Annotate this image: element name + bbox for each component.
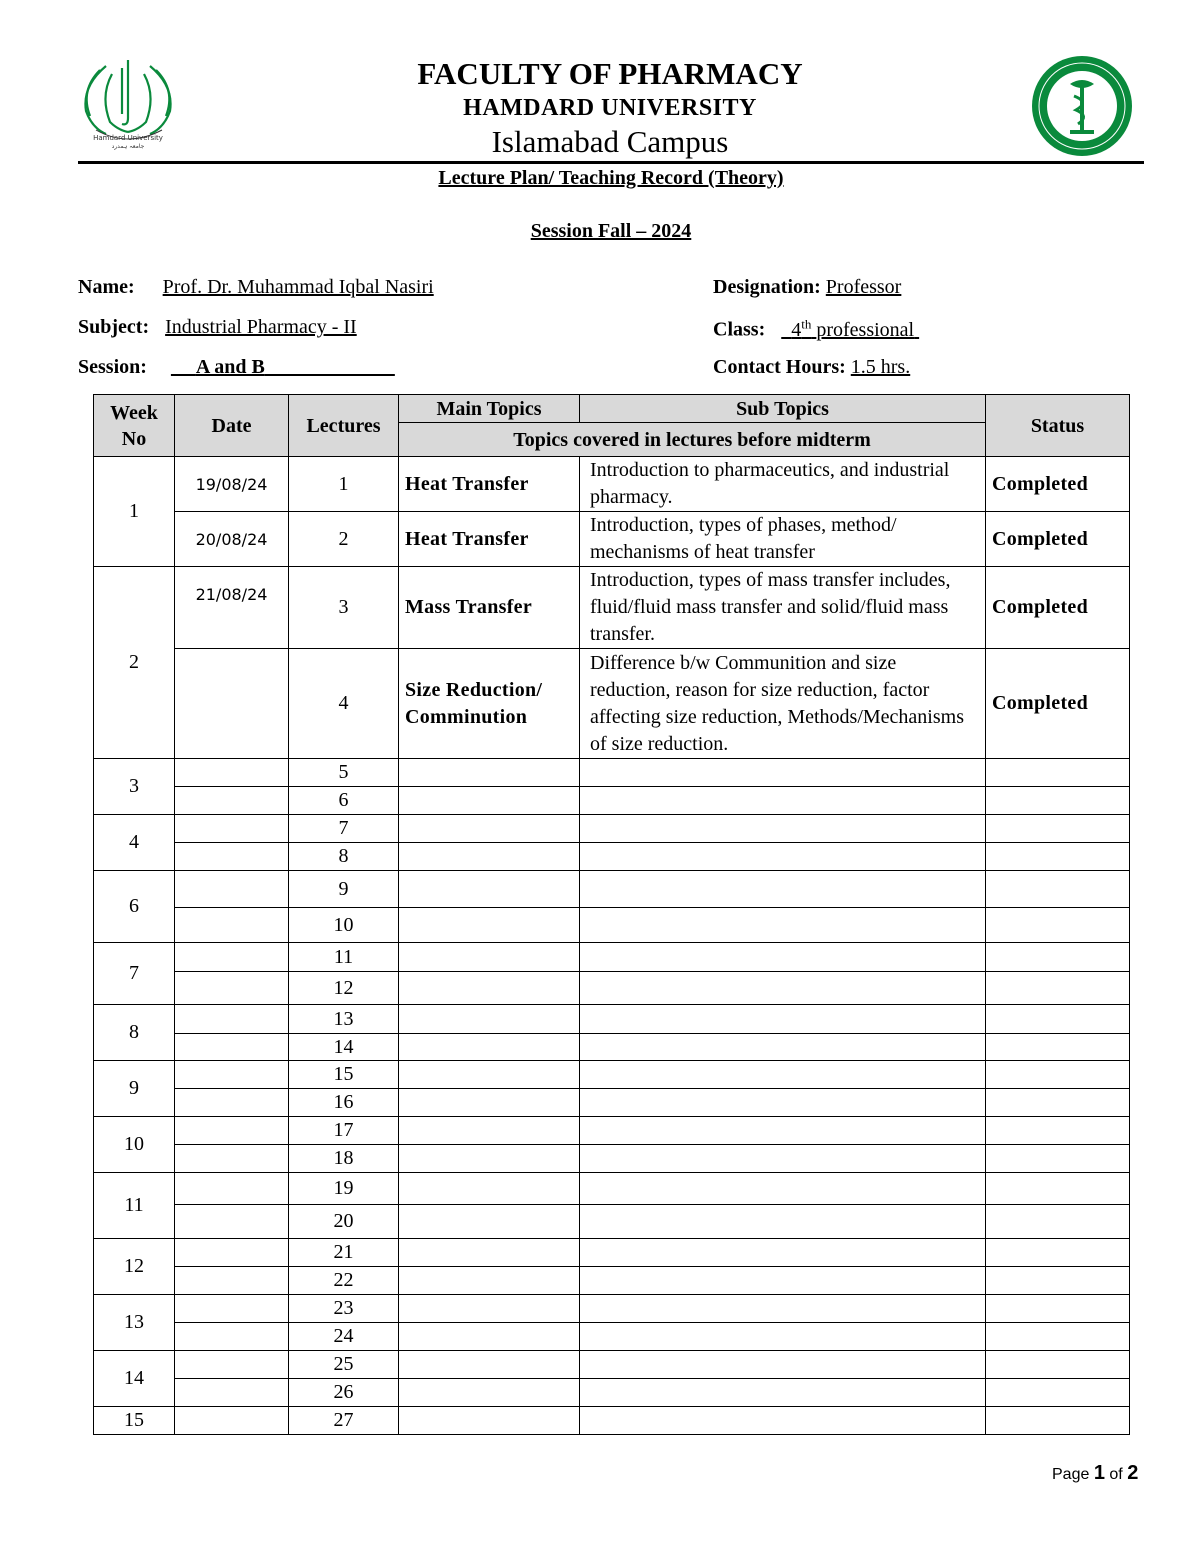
session-row: Session: A and B [78, 356, 395, 379]
page-number: Page 1 of 2 [1052, 1462, 1139, 1484]
header-date: Date [175, 395, 289, 457]
header-sub-topics: Sub Topics [580, 395, 986, 423]
table-row: 4 7 [94, 815, 1130, 843]
table-row: 14 [94, 1034, 1130, 1061]
table-row: 13 23 [94, 1295, 1130, 1323]
designation-row: Designation: Professor [713, 276, 902, 298]
table-row: 3 5 [94, 759, 1130, 787]
header-week: Week No [94, 395, 175, 457]
name-value: Prof. Dr. Muhammad Iqbal Nasiri [162, 276, 434, 298]
session-value: A and B [195, 356, 265, 378]
header-midterm-span: Topics covered in lectures before midterm [399, 423, 986, 457]
header-status: Status [986, 395, 1130, 457]
campus-title: Islamabad Campus [491, 124, 729, 159]
table-row: 8 13 [94, 1005, 1130, 1034]
subject-value: Industrial Pharmacy - II [165, 316, 357, 338]
table-row: 6 [94, 787, 1130, 815]
svg-text:Hamdard University: Hamdard University [93, 134, 163, 142]
table-row: 2 21/08/24 3 Mass Transfer Introduction, types of mass transfer includes, fluid/fluid mass transfer and solid/fluid mass transfer. Completed [94, 567, 1130, 649]
table-row: 14 25 [94, 1351, 1130, 1379]
svg-text:جامعہ ہمدرد: جامعہ ہمدرد [111, 143, 145, 150]
table-row: 1 19/08/24 1 Heat Transfer Introduction to pharmaceutics, and industrial pharmacy. Completed [94, 457, 1130, 512]
contact-value: 1.5 hrs. [850, 356, 911, 378]
table-row: 11 19 [94, 1173, 1130, 1205]
class-row: Class: 4th professional [713, 316, 919, 342]
table-row: 4 Size Reduction/ Comminution Difference b/w Communition and size reduction, reason for size reduction, factor affecting size reduction, Methods/Mechanisms of size reduction. Completed [94, 649, 1130, 759]
name-row: Name: Prof. Dr. Muhammad Iqbal Nasiri [78, 276, 434, 298]
subject-row: Subject: Industrial Pharmacy - II [78, 316, 357, 338]
table-row: 10 [94, 908, 1130, 943]
header-lectures: Lectures [289, 395, 399, 457]
faculty-title: FACULTY OF PHARMACY [417, 56, 803, 91]
table-row: 12 [94, 972, 1130, 1005]
contact-row: Contact Hours: 1.5 hrs. [713, 356, 911, 378]
document-title: Lecture Plan/ Teaching Record (Theory) [438, 167, 784, 189]
table-row: 9 15 [94, 1061, 1130, 1089]
class-value: 4th professional [791, 316, 915, 341]
lecture-record-table [93, 394, 1130, 1435]
table-row: 7 11 [94, 943, 1130, 972]
table-row: 20 [94, 1205, 1130, 1239]
table-row: 8 [94, 843, 1130, 871]
table-row: 20/08/24 2 Heat Transfer Introduction, types of phases, method/ mechanisms of heat transfer Completed [94, 512, 1130, 567]
table-row: 22 [94, 1267, 1130, 1295]
table-row: 12 21 [94, 1239, 1130, 1267]
table-row: 26 [94, 1379, 1130, 1407]
table-row: 18 [94, 1145, 1130, 1173]
designation-value: Professor [825, 276, 902, 298]
table-row: 15 27 [94, 1407, 1130, 1435]
table-row: 6 9 [94, 871, 1130, 908]
header-divider [78, 161, 1144, 164]
table-row: 16 [94, 1089, 1130, 1117]
table-row: 24 [94, 1323, 1130, 1351]
university-title: HAMDARD UNIVERSITY [463, 95, 757, 121]
table-row: 10 17 [94, 1117, 1130, 1145]
header-main-topics: Main Topics [399, 395, 580, 423]
session-title: Session Fall – 2024 [530, 220, 692, 242]
